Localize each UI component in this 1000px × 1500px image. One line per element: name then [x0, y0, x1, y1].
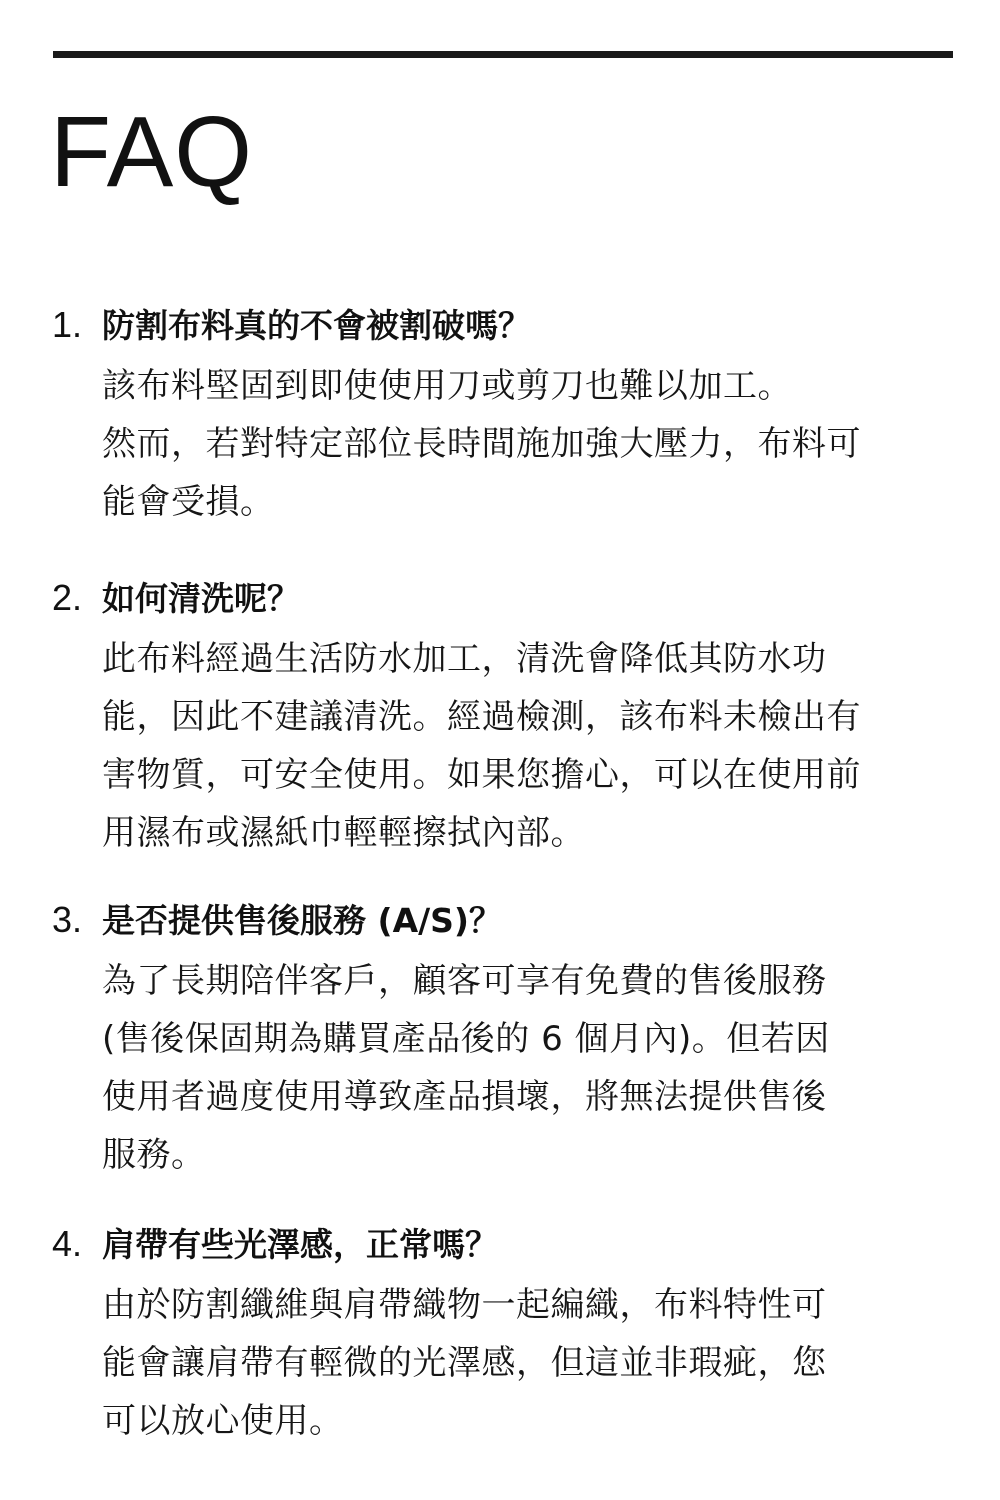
faq-answer-1 — [102, 357, 912, 531]
answer-line: 用濕布或濕紙巾輕輕擦拭內部。 — [102, 813, 585, 853]
faq-question-2 — [52, 568, 932, 628]
faq-number: 2. — [52, 577, 83, 618]
answer-line: 服務。 — [102, 1135, 206, 1175]
answer-line: 能會受損。 — [102, 482, 275, 522]
faq-item-1 — [52, 295, 932, 531]
answer-line: 然而，若對特定部位長時間施加強大壓力，布料可 — [102, 424, 861, 464]
faq-item-2 — [52, 568, 932, 862]
answer-line: 能，因此不建議清洗。經過檢測，該布料未檢出有 — [102, 697, 861, 737]
faq-number: 3. — [52, 899, 83, 940]
page-title: FAQ — [50, 96, 254, 208]
faq-question-text: 肩帶有些光澤感，正常嗎？ — [102, 1225, 498, 1264]
answer-line: 此布料經過生活防水加工，清洗會降低其防水功 — [102, 639, 827, 679]
answer-line: (售後保固期為購買產品後的 6 個月內)。但若因 — [102, 1019, 830, 1059]
faq-item-4 — [52, 1214, 932, 1450]
faq-question-text: 如何清洗呢？ — [102, 579, 300, 618]
faq-question-3 — [52, 890, 932, 950]
answer-line: 使用者過度使用導致產品損壞，將無法提供售後 — [102, 1077, 827, 1117]
faq-item-3 — [52, 890, 932, 1184]
answer-line: 害物質，可安全使用。如果您擔心，可以在使用前 — [102, 755, 861, 795]
faq-answer-4 — [102, 1276, 912, 1450]
faq-question-4 — [52, 1214, 932, 1274]
faq-number: 4. — [52, 1223, 83, 1264]
faq-answer-2 — [102, 630, 912, 862]
answer-line: 可以放心使用。 — [102, 1401, 344, 1441]
faq-question-1 — [52, 295, 932, 355]
faq-question-text: 防割布料真的不會被割破嗎？ — [102, 306, 531, 345]
answer-line: 為了長期陪伴客戶，顧客可享有免費的售後服務 — [102, 961, 827, 1001]
answer-line: 能會讓肩帶有輕微的光澤感，但這並非瑕疵，您 — [102, 1343, 827, 1383]
faq-number: 1. — [52, 304, 83, 345]
faq-question-text: 是否提供售後服務 (A/S)？ — [102, 901, 503, 940]
answer-line: 該布料堅固到即使使用刀或剪刀也難以加工。 — [102, 366, 792, 406]
faq-answer-3 — [102, 952, 912, 1184]
answer-line: 由於防割纖維與肩帶織物一起編織，布料特性可 — [102, 1285, 827, 1325]
top-divider — [53, 51, 953, 58]
